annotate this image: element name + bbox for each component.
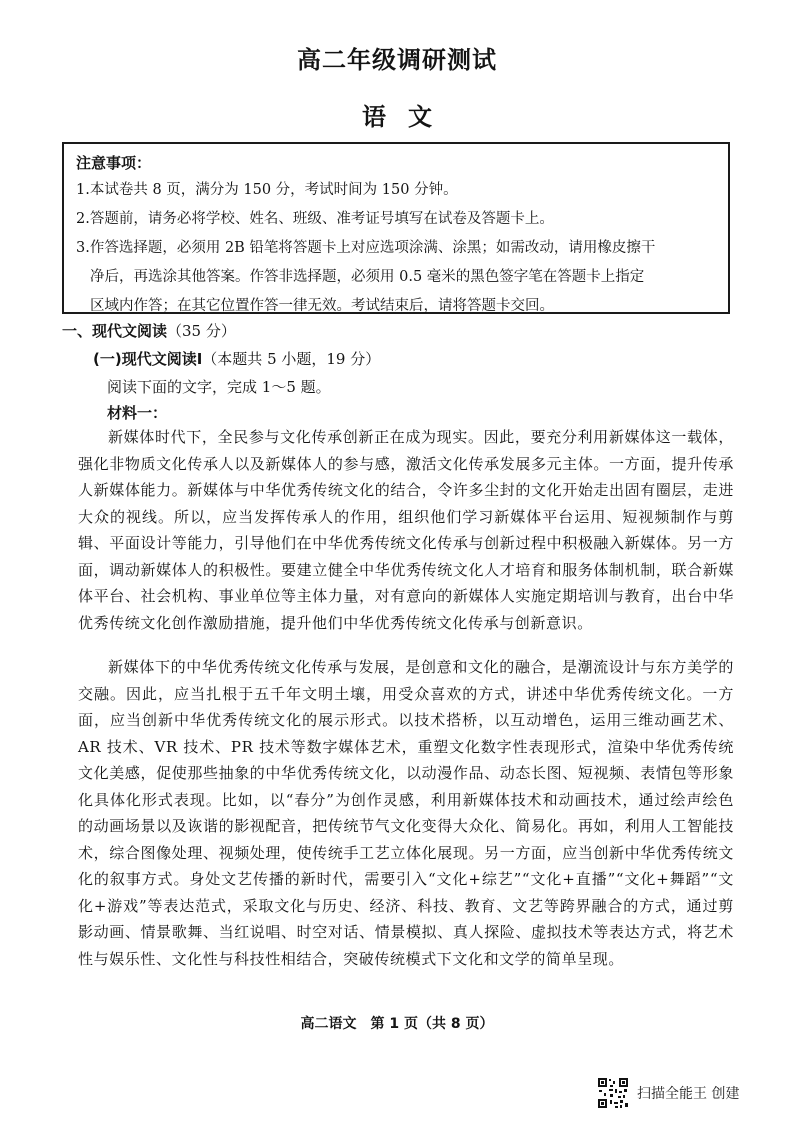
- material-paragraph-1: 新媒体时代下，全民参与文化传承创新正在成为现实。因此，要充分利用新媒体这一载体，强化非物质文化传承人以及新媒体人的参与感，激活文化传承发展多元主体。一方面，提升传承人新媒体能力。新媒体与中华优秀传统文化的结合，令许多尘封的文化开始走出固有圈层，走进大众的视线。所以，应当发挥传承人的作用，组织他们学习新媒体平台运用、短视频制作与剪辑、平面设计等能力，引导他们在中华优秀传统文化传承与创新过程中积极融入新媒体。另一方面，调动新媒体人的积极性。要建立健全中华优秀传统文化人才培育和服务体制机制，联合新媒体平台、社会机构、事业单位等主体力量，对有意向的新媒体人实施定期培训与教育，出台中华优秀传统文化创作激励措施，提升他们中华优秀传统文化传承与创新意识。: [78, 428, 734, 632]
- section-heading-text: 一、现代文阅读: [62, 322, 168, 340]
- section-heading-score: （35 分）: [167, 322, 236, 340]
- sub-section-heading: [93, 348, 380, 369]
- page-footer: 高二语文 第 1 页（共 8 页）: [300, 1016, 494, 1032]
- exam-title: 高二年级调研测试: [297, 46, 497, 74]
- subject-title: 语文: [362, 103, 454, 131]
- notice-item-1: 1.本试卷共 8 页，满分为 150 分，考试时间为 150 分钟。: [76, 182, 458, 198]
- sub-heading-text: (一)现代文阅读Ⅰ: [93, 350, 203, 368]
- scanner-watermark: [597, 1077, 739, 1109]
- notice-item-3: 3.作答选择题，必须用 2B 铅笔将答题卡上对应选项涂满、涂黑；如需改动，请用橡皮擦干: [76, 240, 656, 256]
- notice-title: 注意事项：: [76, 154, 152, 172]
- sub-heading-info: （本题共 5 小题，19 分）: [202, 350, 381, 368]
- notice-box: [62, 142, 730, 314]
- notice-item-2: 2.答题前，请务必将学校、姓名、班级、准考证号填写在试卷及答题卡上。: [76, 211, 554, 227]
- material-label: 材料一：: [107, 404, 168, 422]
- notice-item-3-cont-2: 区域内作答；在其它位置作答一律无效。考试结束后，请将答题卡交回。: [90, 298, 554, 314]
- scanner-text: 扫描全能王 创建: [637, 1086, 740, 1102]
- notice-item-3-cont-1: 净后，再选涂其他答案。作答非选择题，必须用 0.5 毫米的黑色签字笔在答题卡上指定: [90, 269, 645, 285]
- qr-code-icon: [597, 1077, 629, 1109]
- material-paragraph-2: 新媒体下的中华优秀传统文化传承与发展，是创意和文化的融合，是潮流设计与东方美学的交融。因此，应当扎根于五千年文明土壤，用受众喜欢的方式，讲述中华优秀传统文化。一方面，应当创新中华优秀传统文化的展示形式。以技术搭桥，以互动增色，运用三维动画艺术、AR 技术、VR 技术、PR 技术等数字媒体艺术，重塑文化数字性表现形式，渲染中华优秀传统文化美感，促使那些抽象的中华优秀传统文化，以动漫作品、动态长图、短视频、表情包等形象化具体化形式表现。比如，以“春分”为创作灵感，利用新媒体技术和动画技术，通过绘声绘色的动画场景以及诙谐的影视配音，把传统节气文化变得大众化、简易化。再如，利用人工智能技术，综合图像处理、视频处理，使传统手工艺立体化展现。另一方面，应当创新中华优秀传统文化的叙事方式。身处文艺传播的新时代，需要引入“文化+综艺”“文化+直播”“文化+舞蹈”“文化+游戏”等表达范式，采取文化与历史、经济、科技、教育、文艺等跨界融合的方式，通过剪影动画、情景歌舞、当红说唱、时空对话、情景模拟、真人探险、虚拟技术等表达方式，将艺术性与娱乐性、文化性与科技性相结合，突破传统模式下文化和文学的简单呈现。: [78, 658, 734, 968]
- reading-instruction: 阅读下面的文字，完成 1～5 题。: [107, 378, 331, 396]
- section-heading: [62, 320, 236, 341]
